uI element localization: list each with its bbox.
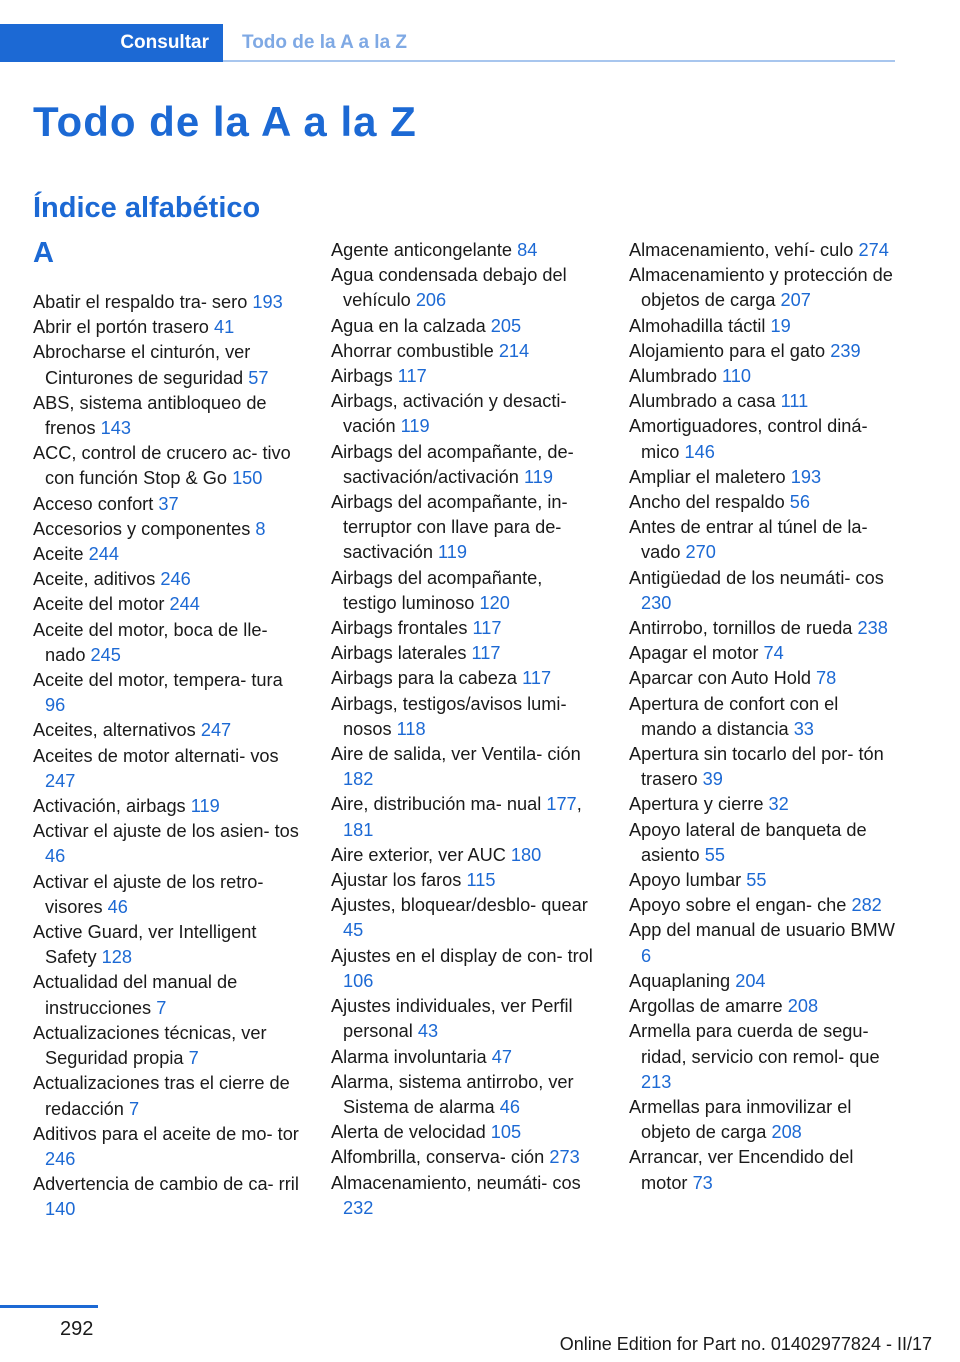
index-entry — [331, 1171, 597, 1221]
index-entry-text: Almacenamiento, neumáti‐ cos — [331, 1172, 581, 1193]
page-link[interactable]: 282 — [851, 895, 882, 916]
page-link[interactable]: 207 — [780, 290, 811, 311]
index-entry — [331, 1070, 597, 1120]
index-entry — [33, 970, 299, 1020]
index-entry — [629, 515, 895, 565]
index-entry — [331, 440, 597, 490]
index-entry-text: Armella para cuerda de segu‐ ridad, servicio con remol‐ que — [629, 1021, 880, 1067]
index-entry — [33, 517, 299, 542]
index-entry — [33, 391, 299, 441]
index-letter: A — [33, 237, 54, 269]
index-entry-text: Airbags — [331, 366, 393, 387]
page-link[interactable]: 214 — [498, 340, 530, 361]
page-link[interactable]: 140 — [45, 1199, 76, 1220]
page-number: 292 — [60, 1318, 94, 1340]
index-entry — [331, 490, 597, 566]
index-entry-text: Agua condensada debajo del vehículo — [331, 265, 567, 311]
page-link[interactable]: 39 — [702, 769, 723, 790]
page-link[interactable]: 193 — [790, 466, 822, 487]
index-entry — [331, 339, 597, 364]
index-entry — [629, 566, 895, 616]
index-entry — [33, 668, 299, 718]
index-entry-text: Almacenamiento, vehí‐ culo — [629, 240, 854, 260]
index-entry — [33, 870, 299, 920]
page-link[interactable]: 117 — [472, 618, 502, 639]
page-link[interactable]: 55 — [746, 870, 767, 891]
index-entry — [331, 238, 597, 263]
page-link[interactable]: 247 — [45, 770, 76, 791]
page-link[interactable]: 205 — [490, 315, 522, 336]
index-entry — [33, 340, 299, 390]
index-entry — [331, 566, 597, 616]
index-entry-text: Actualizaciones técnicas, ver Seguridad propia — [33, 1022, 267, 1069]
index-entry — [629, 994, 895, 1019]
index-entry — [629, 692, 895, 742]
index-entry-text: Activar el ajuste de los retro‐ visores — [33, 871, 264, 917]
page-link[interactable]: 106 — [343, 970, 374, 991]
index-entry-text: Airbags, activación y desacti‐ vación — [331, 391, 567, 437]
index-entry — [629, 666, 895, 691]
index-entry-text: Arrancar, ver Encendido del motor — [629, 1147, 854, 1193]
index-entry-text: Aire exterior, ver AUC — [331, 844, 506, 865]
index-entry-text: ABS, sistema antibloqueo de frenos — [33, 392, 267, 439]
index-entry — [629, 918, 895, 968]
page-link[interactable]: 273 — [549, 1147, 580, 1168]
page-link[interactable]: 119 — [438, 542, 468, 563]
index-entry — [629, 490, 895, 515]
page-link[interactable]: 120 — [479, 592, 510, 613]
index-entry — [629, 742, 895, 792]
index-entry — [331, 263, 597, 313]
index-entry-text: Actualizaciones tras el cierre de redacción — [33, 1073, 290, 1119]
index-entry-text: Airbags del acompañante, in‐ terruptor con llave para de‐ sactivación — [331, 492, 568, 563]
edition-footer: Online Edition for Part no. 01402977824 - II/17 — [559, 1334, 932, 1354]
index-entry-text: Apoyo lumbar — [629, 870, 742, 891]
index-entry-text: Acceso confort — [33, 493, 154, 514]
footer-divider — [0, 1305, 98, 1308]
page-link[interactable]: 43 — [417, 1021, 439, 1042]
index-entry-text: Armellas para inmovilizar el objeto de carga — [629, 1096, 852, 1143]
index-entry — [629, 616, 895, 641]
page-link[interactable]: 119 — [400, 416, 430, 437]
index-entry — [33, 618, 299, 668]
page-link[interactable]: 246 — [45, 1148, 76, 1169]
index-entry-text: Apertura y cierre — [629, 794, 764, 815]
page-link[interactable]: 146 — [684, 441, 715, 462]
page-link[interactable]: 117 — [471, 643, 501, 664]
index-entry-text: Ajustes en el display de con‐ trol — [331, 945, 593, 966]
page-link[interactable]: 180 — [510, 844, 542, 865]
index-entry — [33, 492, 299, 517]
index-entry-text: Apertura de confort con el mando a distancia — [629, 693, 839, 739]
page-link[interactable]: 118 — [396, 718, 426, 739]
index-entry — [33, 315, 299, 340]
index-entry-text: Antes de entrar al túnel de la‐ vado — [629, 517, 868, 563]
page-link[interactable]: 19 — [770, 315, 791, 336]
index-entry-text: Alfombrilla, conserva‐ ción — [331, 1147, 545, 1168]
index-entry — [33, 441, 299, 491]
index-entry-text: Aquaplaning — [629, 970, 731, 991]
index-entry — [33, 744, 299, 794]
page-link[interactable]: 239 — [830, 340, 861, 361]
index-entry — [629, 792, 895, 817]
page-link[interactable]: 213 — [641, 1071, 672, 1092]
index-column-1 — [33, 238, 299, 1223]
index-entry — [331, 666, 597, 691]
index-entry-text: Alumbrado — [629, 366, 717, 387]
page-link[interactable]: 246 — [160, 569, 191, 590]
page-link[interactable]: 119 — [523, 466, 553, 487]
index-entry — [33, 1122, 299, 1172]
page-link[interactable]: 244 — [169, 594, 200, 615]
page-link[interactable]: 105 — [490, 1122, 522, 1143]
page-link[interactable]: 150 — [232, 468, 263, 489]
page-link[interactable]: 84 — [517, 240, 538, 260]
index-entry — [629, 641, 895, 666]
index-entry — [33, 1071, 299, 1121]
page-link[interactable]: 46 — [499, 1096, 520, 1117]
index-entry-text: Amortiguadores, control diná‐ mico — [629, 416, 868, 462]
page-link[interactable]: 230 — [641, 592, 672, 613]
index-entry — [33, 718, 299, 743]
index-entry-text: Alumbrado a casa — [629, 391, 776, 412]
index-heading: Índice alfabético — [33, 192, 261, 224]
index-entry-text: Activación, airbags — [33, 796, 186, 817]
page-link[interactable]: 208 — [771, 1122, 802, 1143]
index-column-2 — [331, 238, 597, 1221]
page-link[interactable]: 206 — [415, 290, 447, 311]
index-entry-text: Abrir el portón trasero — [33, 317, 209, 338]
index-entry — [629, 818, 895, 868]
index-entry — [33, 290, 299, 315]
header-divider — [223, 60, 895, 62]
page-link[interactable]: 7 — [156, 997, 167, 1018]
index-entry-text: Ampliar el maletero — [629, 466, 786, 487]
index-entry-text: Ahorrar combustible — [331, 340, 494, 361]
index-entry — [629, 1145, 895, 1195]
index-entry-text: Ajustes, bloquear/desblo‐ quear — [331, 895, 588, 916]
index-entry-text: Antigüedad de los neumáti‐ cos — [629, 567, 884, 588]
page-link[interactable]: 182 — [343, 769, 374, 790]
index-entry-text: Agua en la calzada — [331, 315, 486, 336]
index-entry-text: Aditivos para el aceite de mo‐ tor — [33, 1123, 299, 1144]
page-link[interactable]: 232 — [343, 1197, 374, 1218]
page-link[interactable]: 245 — [90, 644, 121, 665]
page-link[interactable]: 41 — [213, 317, 235, 338]
index-entry — [629, 465, 895, 490]
page-link[interactable]: 55 — [704, 844, 725, 865]
index-entry — [33, 592, 299, 617]
index-entry — [33, 1021, 299, 1071]
index-entry — [629, 1095, 895, 1145]
index-entry — [629, 969, 895, 994]
index-entry — [629, 1019, 895, 1095]
index-column-3 — [629, 238, 895, 1196]
index-entry-text: Alerta de velocidad — [331, 1122, 486, 1143]
index-entry-text: App del manual de usuario BMW — [629, 920, 895, 941]
page-link[interactable]: 128 — [101, 947, 132, 968]
index-entry-text: Aire, distribución ma‐ nual — [331, 794, 542, 815]
index-entry-text: Abatir el respaldo tra‐ sero — [33, 292, 248, 312]
index-entry-text: Alojamiento para el gato — [629, 340, 826, 361]
index-entry-text: Aceite del motor — [33, 594, 165, 615]
page-link[interactable]: 46 — [107, 896, 128, 917]
index-entry-text: Apagar el motor — [629, 643, 759, 664]
index-entry-text: Activar el ajuste de los asien‐ tos — [33, 821, 299, 842]
index-entry — [629, 238, 895, 263]
index-entry — [629, 893, 895, 918]
index-entry — [629, 339, 895, 364]
index-entry-text: Actualidad del manual de instrucciones — [33, 972, 238, 1018]
page-link[interactable]: 177 — [546, 794, 577, 815]
index-entry-text: Ajustar los faros — [331, 870, 462, 891]
page-link[interactable]: 33 — [793, 718, 814, 739]
page-link[interactable]: 78 — [816, 668, 837, 689]
page-link[interactable]: 57 — [248, 367, 269, 388]
index-entry-text: Antirrobo, tornillos de rueda — [629, 618, 853, 639]
index-entry-text: ACC, control de crucero ac‐ tivo con función Stop & Go — [33, 443, 291, 489]
index-entry — [629, 389, 895, 414]
index-entry — [33, 794, 299, 819]
index-entry-text: Airbags frontales — [331, 618, 468, 639]
index-entry — [331, 692, 597, 742]
index-entry — [331, 944, 597, 994]
index-entry-text: Aceite — [33, 544, 84, 565]
page-link[interactable]: 111 — [780, 391, 809, 412]
index-entry-text: Alarma involuntaria — [331, 1046, 487, 1067]
index-entry-text: Almohadilla táctil — [629, 315, 766, 336]
index-entry-text: Aceites de motor alternati‐ vos — [33, 745, 279, 766]
index-entry — [33, 920, 299, 970]
page-link[interactable]: 115 — [466, 870, 496, 891]
index-entry-text: Ajustes individuales, ver Perfil personal — [331, 996, 573, 1042]
index-entry-text: Active Guard, ver Intelligent Safety — [33, 922, 257, 968]
index-entry — [331, 1120, 597, 1145]
index-entry: Aire, distribución ma‐ nual 177, 181 — [331, 794, 582, 840]
page-link[interactable]: 56 — [789, 492, 811, 513]
page-link[interactable]: 247 — [200, 720, 232, 741]
page-link[interactable]: 238 — [857, 618, 888, 639]
index-entry-text: Aceite, aditivos — [33, 569, 156, 590]
page-link[interactable]: 45 — [343, 920, 364, 941]
index-entry — [331, 868, 597, 893]
index-entry — [33, 567, 299, 592]
page-link[interactable]: 208 — [787, 996, 819, 1017]
header-bar — [0, 0, 895, 62]
page-link[interactable]: 193 — [252, 292, 283, 312]
tab-consultar[interactable]: Consultar — [0, 24, 223, 62]
index-entry-text: Airbags del acompañante, de‐ sactivación/activación — [331, 441, 574, 487]
page-link[interactable]: 7 — [188, 1048, 199, 1069]
page-link[interactable]: 110 — [722, 366, 752, 387]
index-entry — [629, 314, 895, 339]
index-entry-text: Aparcar con Auto Hold — [629, 668, 811, 689]
index-entry-text: Apoyo lateral de banqueta de asiento — [629, 819, 867, 865]
index-entry — [331, 364, 597, 389]
index-entry-text: Advertencia de cambio de ca‐ rril — [33, 1174, 299, 1195]
page-link[interactable]: 244 — [88, 544, 119, 565]
index-entry — [629, 868, 895, 893]
index-entry — [331, 1045, 597, 1070]
page-link[interactable]: 46 — [45, 846, 66, 867]
index-entry-text: Argollas de amarre — [629, 996, 783, 1017]
page-link[interactable]: 73 — [692, 1172, 713, 1193]
index-entry — [331, 616, 597, 641]
page-link[interactable]: 96 — [45, 695, 66, 716]
index-entry-text: Aire de salida, ver Ventila‐ ción — [331, 744, 581, 765]
page-link[interactable]: 8 — [255, 518, 266, 539]
index-entry-text: Ancho del respaldo — [629, 492, 785, 513]
index-entry-text: Alarma, sistema antirrobo, ver Sistema de alarma — [331, 1071, 574, 1117]
index-entry-text: Agente anticongelante — [331, 240, 513, 260]
page-link[interactable]: 143 — [100, 418, 131, 439]
index-entry-text: Airbags laterales — [331, 643, 467, 664]
index-entry-text: Apertura sin tocarlo del por‐ tón trasero — [629, 744, 884, 790]
index-entry-text: Airbags para la cabeza — [331, 668, 518, 689]
page-link[interactable]: 47 — [491, 1046, 512, 1067]
index-entry — [331, 1145, 597, 1170]
index-entry-text: Airbags, testigos/avisos lumi‐ nosos — [331, 693, 567, 739]
index-entry-text: Aceites, alternativos — [33, 720, 196, 741]
index-entry — [331, 843, 597, 868]
index-entry — [331, 314, 597, 339]
index-entry — [331, 742, 597, 792]
index-entry-text: Aceite del motor, tempera‐ tura — [33, 670, 283, 691]
page-link[interactable]: 119 — [190, 796, 220, 817]
page-link[interactable]: 117 — [522, 668, 552, 689]
index-entry-text: Abrocharse el cinturón, ver Cinturones de seguridad — [33, 342, 251, 388]
index-entry — [629, 263, 895, 313]
page-link[interactable]: 117 — [397, 366, 427, 387]
index-entry — [331, 893, 597, 943]
index-entry-text: Apoyo sobre el engan‐ che — [629, 895, 847, 916]
page-link[interactable]: 32 — [768, 794, 789, 815]
index-entry-text: Aceite del motor, boca de lle‐ nado — [33, 619, 268, 665]
page-link[interactable]: 181 — [343, 819, 374, 840]
index-entry — [629, 364, 895, 389]
index-entry — [331, 641, 597, 666]
tab-section-label[interactable]: Todo de la A a la Z — [242, 32, 408, 53]
page-link[interactable]: 270 — [685, 542, 716, 563]
page-link[interactable]: 204 — [735, 970, 766, 991]
index-entry — [629, 414, 895, 464]
index-entry — [331, 994, 597, 1044]
index-entry-text: Almacenamiento y protección de objetos de carga — [629, 265, 893, 311]
index-entry — [33, 1172, 299, 1222]
index-entry-text: Airbags del acompañante, testigo luminoso — [331, 567, 543, 613]
page-link[interactable]: 74 — [763, 643, 784, 664]
page-title: Todo de la A a la Z — [33, 98, 417, 145]
page-link[interactable]: 274 — [858, 240, 889, 260]
page-link[interactable]: 7 — [128, 1098, 140, 1119]
index-entry — [331, 389, 597, 439]
index-entry-text: Accesorios y componentes — [33, 518, 251, 539]
page-link[interactable]: 37 — [158, 493, 179, 514]
index-entry — [33, 819, 299, 869]
index-entry — [33, 542, 299, 567]
page-link[interactable]: 6 — [641, 945, 652, 966]
